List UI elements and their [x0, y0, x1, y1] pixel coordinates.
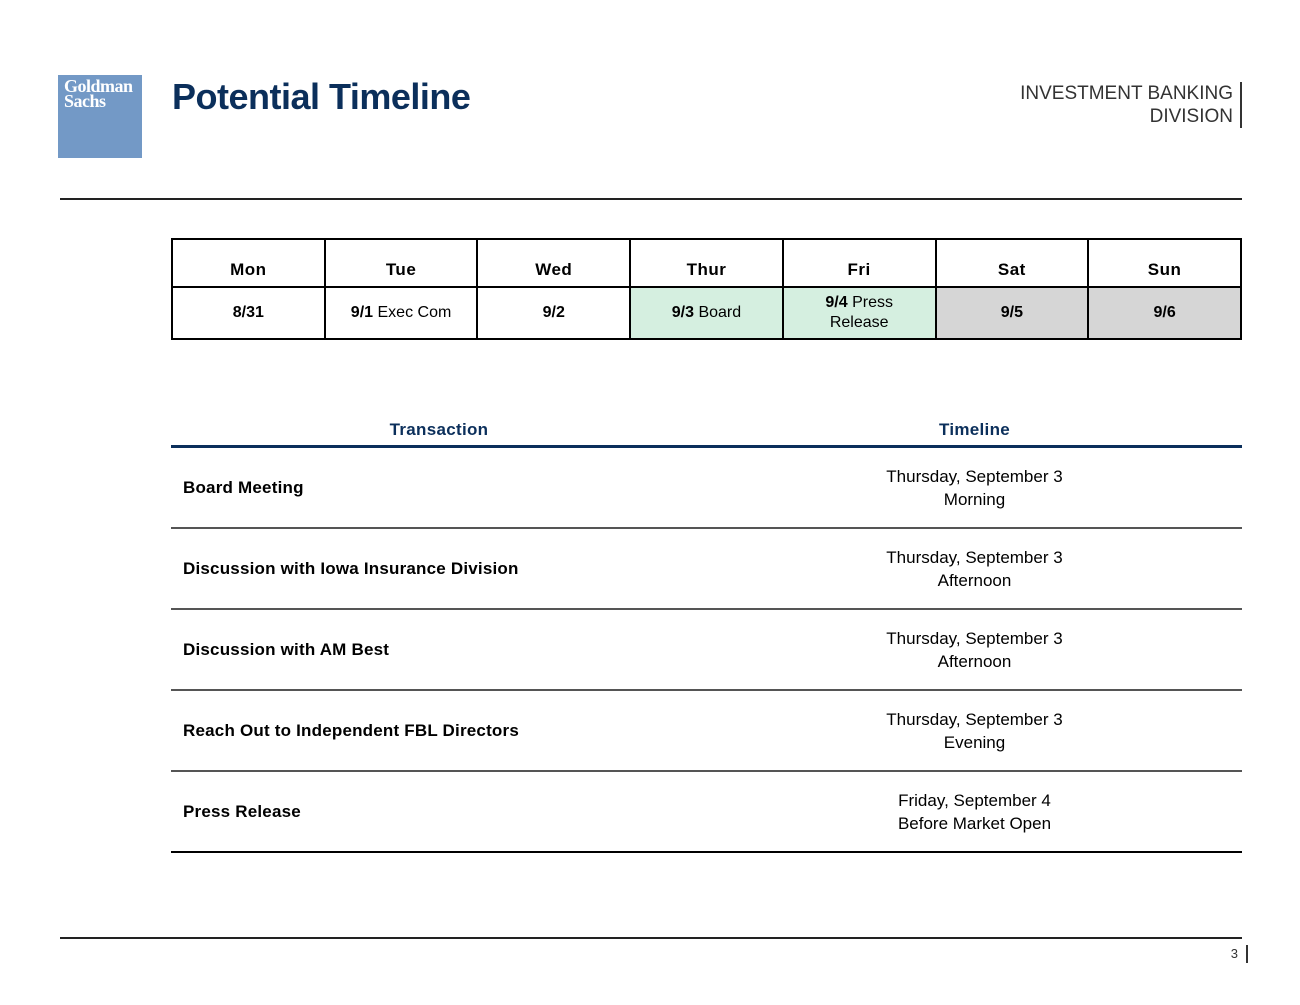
transaction-name: Discussion with AM Best [183, 639, 390, 659]
page-number: 3 [1231, 945, 1248, 963]
day-wed: Wed [477, 239, 630, 287]
transaction-timeline [707, 529, 1242, 608]
day-sun: Sun [1088, 239, 1241, 287]
timeline-period: Before Market Open [897, 813, 1052, 833]
note-tue: Exec Com [377, 304, 452, 321]
date-sun: 9/6 [1153, 304, 1176, 321]
date-sat: 9/5 [1000, 304, 1023, 321]
date-cell-sat [936, 287, 1089, 339]
date-wed: 9/2 [542, 304, 565, 321]
date-cell-mon [172, 287, 325, 339]
timeline-date: Thursday, September 3 [886, 709, 1063, 729]
table-row [171, 691, 1242, 772]
division-label [1020, 82, 1242, 128]
date-thur: 9/3 [671, 304, 694, 321]
transaction-table [171, 448, 1242, 853]
transaction-name: Board Meeting [183, 477, 304, 497]
day-thur: Thur [630, 239, 783, 287]
table-row [171, 610, 1242, 691]
timeline-period: Evening [943, 732, 1006, 752]
table-row [171, 529, 1242, 610]
week-calendar [171, 238, 1242, 340]
timeline-period: Morning [943, 489, 1006, 509]
date-fri: 9/4 [825, 294, 848, 311]
header-divider [60, 198, 1242, 200]
transaction-timeline [707, 448, 1242, 527]
division-line-1: INVESTMENT BANKING [1020, 83, 1233, 104]
timeline-date: Thursday, September 3 [886, 466, 1063, 486]
page-title: Potential Timeline [172, 76, 471, 117]
logo-line-2: Sachs [64, 91, 106, 111]
note-thur: Board [698, 304, 742, 321]
transaction-name: Press Release [183, 801, 301, 821]
transaction-timeline [707, 610, 1242, 689]
timeline-date: Friday, September 4 [898, 790, 1051, 810]
header-timeline: Timeline [938, 420, 1011, 439]
day-sat: Sat [936, 239, 1089, 287]
date-cell-thur [630, 287, 783, 339]
day-mon: Mon [172, 239, 325, 287]
calendar-day-row [172, 239, 1241, 287]
division-line-2: DIVISION [1149, 106, 1233, 127]
goldman-sachs-logo [58, 75, 142, 158]
timeline-period: Afternoon [937, 651, 1012, 671]
timeline-period: Afternoon [937, 570, 1012, 590]
transaction-timeline [707, 772, 1242, 851]
timeline-date: Thursday, September 3 [886, 547, 1063, 567]
timeline-date: Thursday, September 3 [886, 628, 1063, 648]
date-tue: 9/1 [350, 304, 374, 321]
transaction-name: Reach Out to Independent FBL Directors [183, 720, 519, 740]
footer-divider [60, 937, 1242, 939]
date-cell-tue [325, 287, 478, 339]
date-mon: 8/31 [232, 304, 264, 321]
calendar-date-row [172, 287, 1241, 339]
date-cell-sun [1088, 287, 1241, 339]
logo-wordmark [64, 76, 133, 111]
day-tue: Tue [325, 239, 478, 287]
date-cell-fri [783, 287, 936, 339]
logo-line-1: Goldman [64, 76, 133, 96]
note-fri-line2: Release [829, 314, 889, 331]
date-cell-wed [477, 287, 630, 339]
table-row [171, 772, 1242, 853]
transaction-table-header [171, 420, 1242, 448]
day-fri: Fri [783, 239, 936, 287]
note-fri: Press [852, 294, 893, 311]
header-transaction: Transaction [389, 420, 489, 439]
transaction-timeline [707, 691, 1242, 770]
transaction-name: Discussion with Iowa Insurance Division [183, 558, 519, 578]
table-row [171, 448, 1242, 529]
